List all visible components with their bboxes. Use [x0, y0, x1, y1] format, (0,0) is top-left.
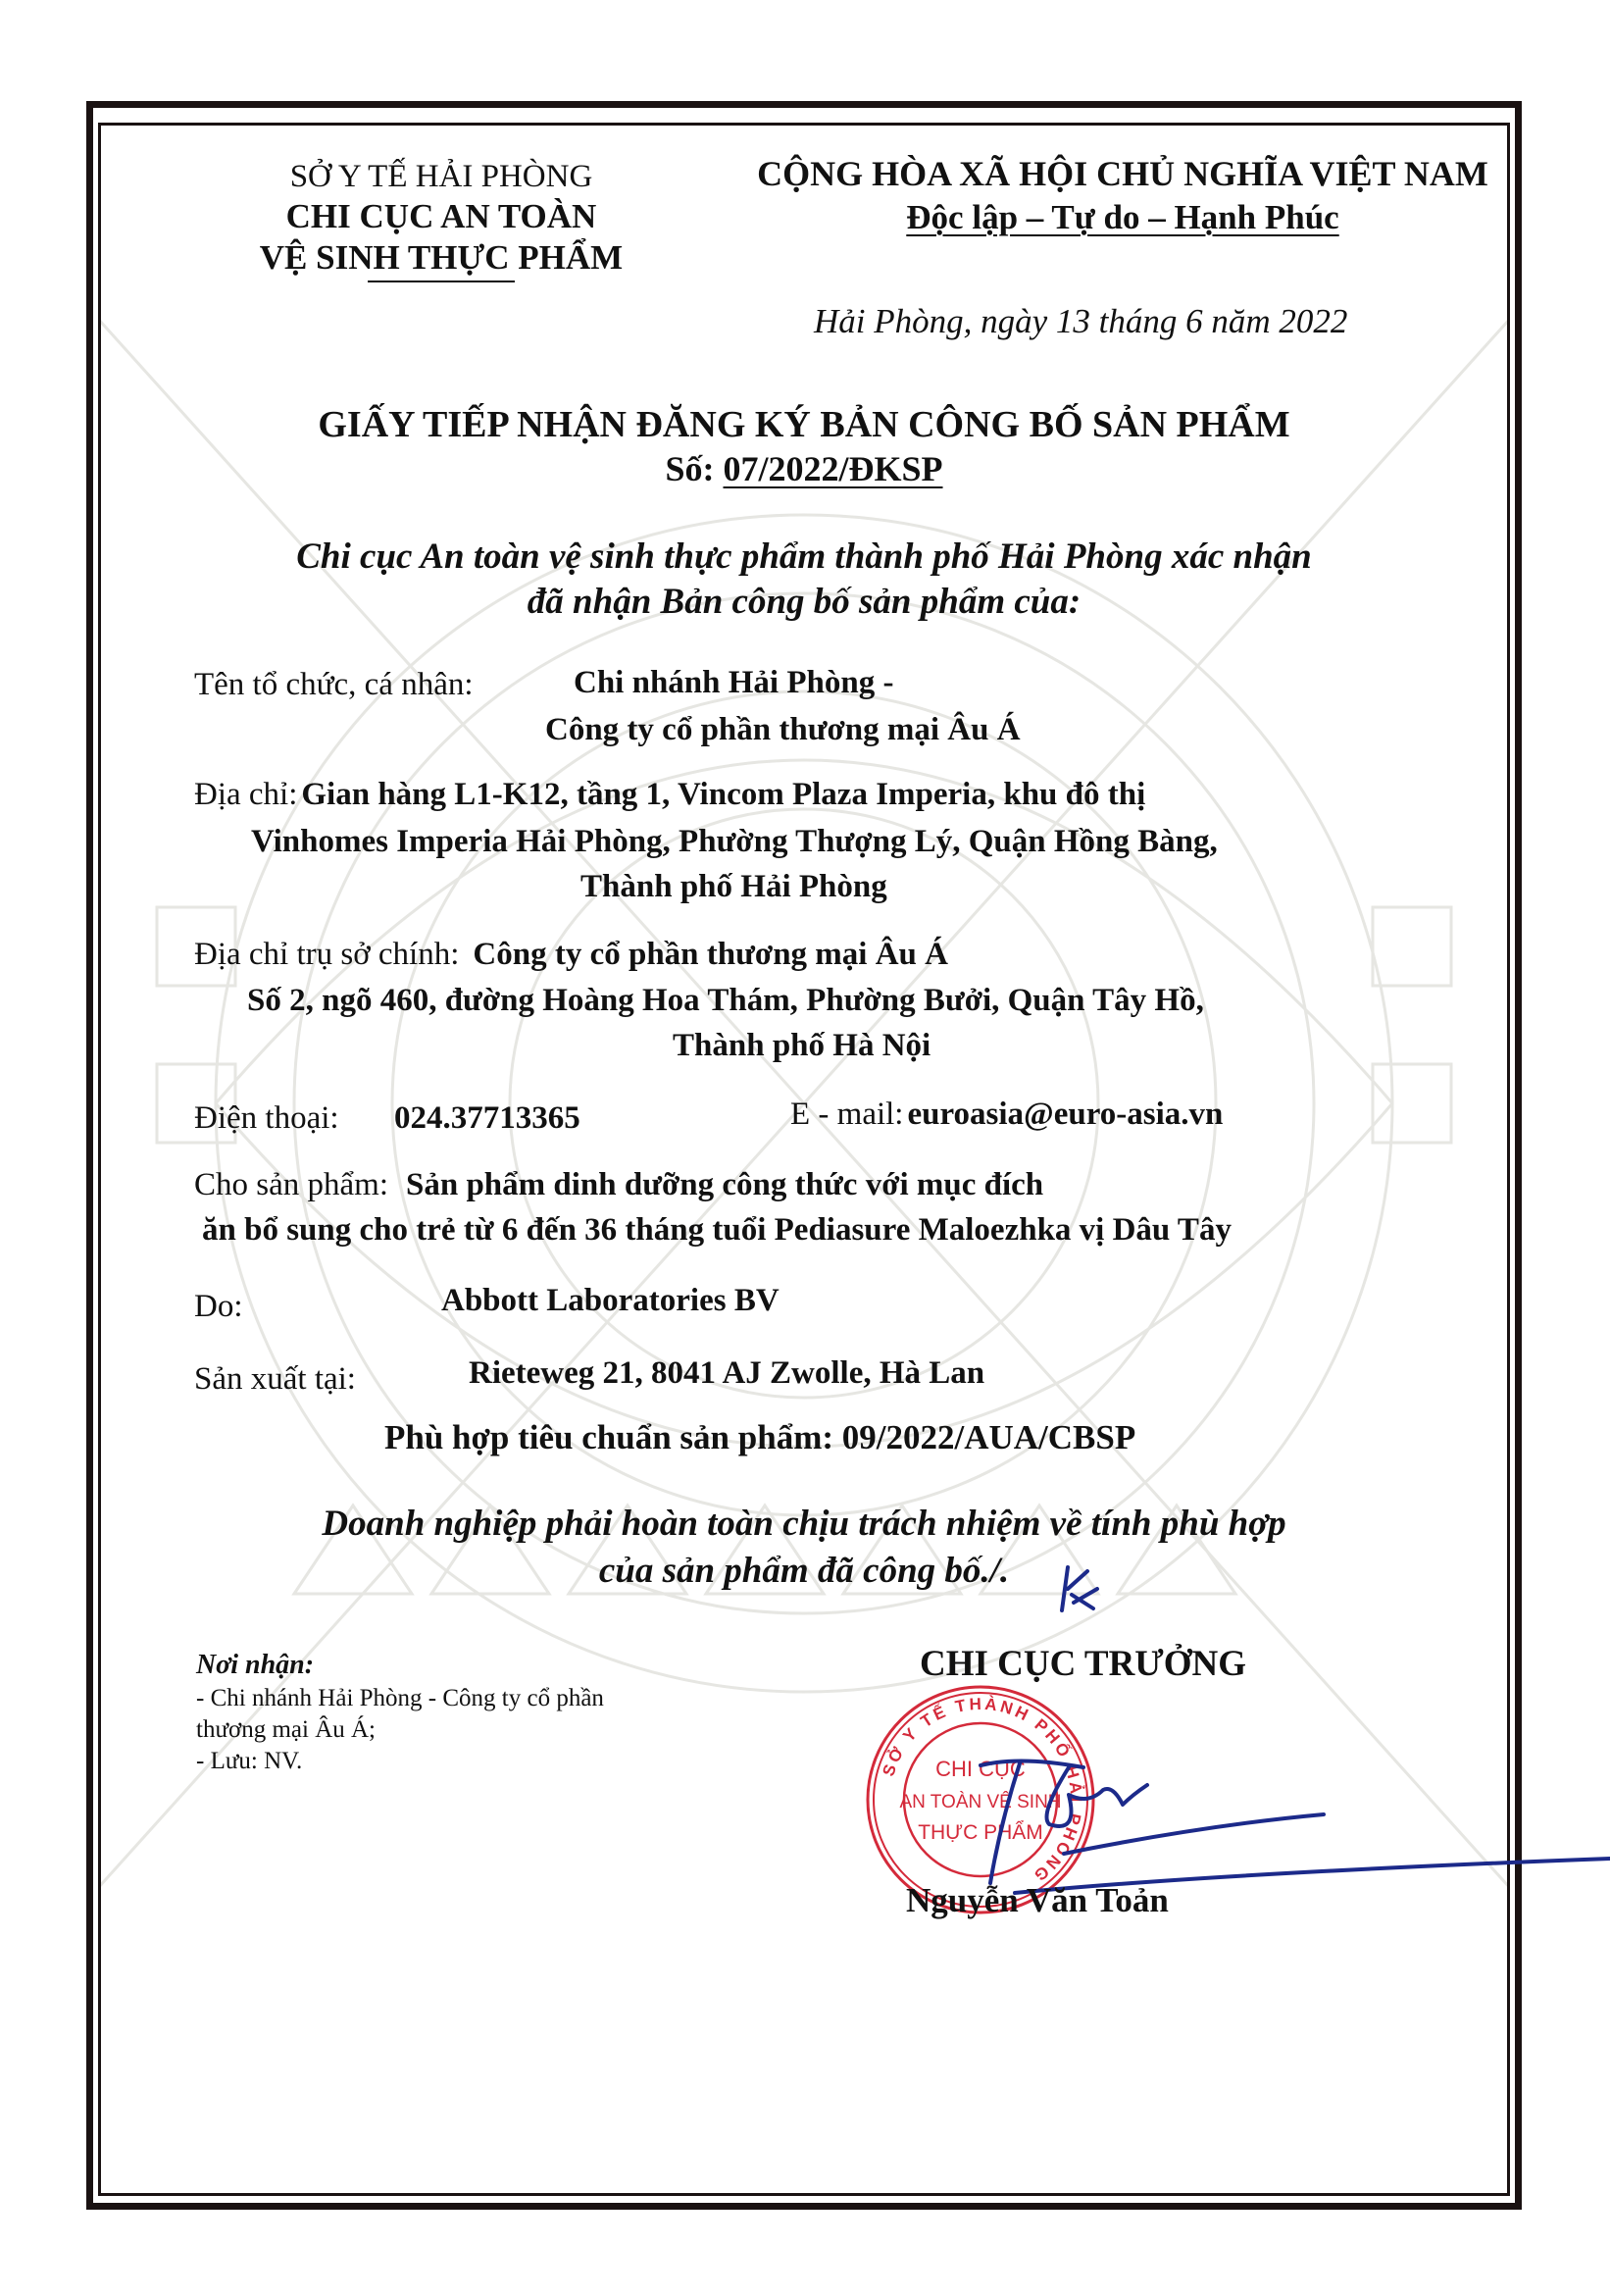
intro-line1: Chi cục An toàn vệ sinh thực phẩm thành phố Hải Phòng xác nhận: [296, 536, 1312, 577]
notice-line1: Doanh nghiệp phải hoàn toàn chịu trách nhiệm về tính phù hợp: [322, 1504, 1286, 1544]
agency-name-line2: VỆ SINH THỰC PHẨM: [259, 238, 624, 277]
email-row: [790, 1097, 1223, 1133]
recipient-item: - Lưu: NV.: [196, 1748, 303, 1774]
product-label: Cho sản phẩm:: [194, 1167, 388, 1202]
email-label: E - mail:: [790, 1097, 904, 1132]
handwritten-signature: [922, 1707, 1610, 1903]
document-title: [98, 402, 1510, 490]
address-value-line2: Vinhomes Imperia Hải Phòng, Phường Thượng Lý, Quận Hồng Bàng,: [251, 824, 1218, 859]
agency-underline: [368, 281, 515, 282]
recipients-heading: Nơi nhận:: [196, 1650, 315, 1680]
document-number: [98, 447, 1510, 490]
head-office-row: [194, 937, 948, 973]
address-row: [194, 777, 1145, 813]
head-office-label: Địa chỉ trụ sở chính:: [194, 937, 460, 972]
number-label: Số:: [665, 449, 724, 488]
organization-label: Tên tổ chức, cá nhân:: [194, 667, 474, 702]
phone-value: 024.37713365: [394, 1100, 580, 1136]
product-row: [194, 1167, 1043, 1203]
issue-date: Hải Phòng, ngày 13 tháng 6 năm 2022: [814, 302, 1348, 340]
by-value: Abbott Laboratories BV: [441, 1283, 780, 1318]
product-standard: Phù hợp tiêu chuẩn sản phẩm: 09/2022/AUA/CBSP: [384, 1418, 1136, 1456]
organization-value-line2: Công ty cổ phần thương mại Âu Á: [545, 712, 1021, 747]
by-label: Do:: [194, 1289, 243, 1324]
notice-line2: của sản phẩm đã công bố./.: [598, 1551, 1010, 1591]
head-office-value-line2: Số 2, ngõ 460, đường Hoàng Hoa Thám, Phường Bưởi, Quận Tây Hồ,: [247, 983, 1204, 1018]
signer-name: Nguyễn Văn Toản: [906, 1881, 1169, 1919]
head-office-value-line1: Công ty cổ phần thương mại Âu Á: [473, 937, 948, 972]
address-label: Địa chỉ:: [194, 777, 298, 812]
product-value-line2: ăn bổ sung cho trẻ từ 6 đến 36 tháng tuổi Pediasure Maloezhka vị Dâu Tây: [202, 1212, 1232, 1248]
issuing-agency: [245, 157, 637, 282]
phone-label: Điện thoại:: [194, 1100, 339, 1136]
recipient-item: thương mại Âu Á;: [196, 1716, 377, 1743]
country-name: CỘNG HÒA XÃ HỘI CHỦ NGHĨA VIỆT NAM: [757, 154, 1488, 193]
seal-line3: THỰC PHẨM: [918, 1821, 1043, 1844]
intro-statement: [98, 535, 1510, 625]
number-value: 07/2022/ĐKSP: [723, 449, 943, 488]
recipients-block: [196, 1648, 604, 1777]
title-main: GIẤY TIẾP NHẬN ĐĂNG KÝ BẢN CÔNG BỐ SẢN PHẨM: [318, 404, 1290, 445]
recipient-item: - Chi nhánh Hải Phòng - Công ty cổ phần: [196, 1685, 604, 1711]
address-value-line1: Gian hàng L1-K12, tầng 1, Vincom Plaza Imperia, khu đô thị: [301, 777, 1146, 812]
product-value-line1: Sản phẩm dinh dưỡng công thức với mục đích: [405, 1167, 1044, 1202]
made-in-value: Rieteweg 21, 8041 AJ Zwolle, Hà Lan: [469, 1355, 985, 1391]
seal-line2: AN TOÀN VỆ SINH: [899, 1792, 1062, 1812]
responsibility-notice: [98, 1501, 1510, 1595]
email-value: euroasia@euro-asia.vn: [907, 1097, 1224, 1132]
agency-parent: SỞ Y TẾ HẢI PHÒNG: [289, 159, 593, 194]
handwritten-initial: [1054, 1559, 1103, 1618]
head-office-value-line3: Thành phố Hà Nội: [673, 1028, 931, 1063]
seal-line1: CHI CỤC: [935, 1757, 1026, 1781]
national-header: [740, 152, 1505, 240]
national-motto: Độc lập – Tự do – Hạnh Phúc: [906, 198, 1339, 236]
agency-name-line1: CHI CỤC AN TOÀN: [285, 197, 597, 235]
organization-value-line1: Chi nhánh Hải Phòng -: [574, 665, 894, 700]
signer-title: CHI CỤC TRƯỞNG: [920, 1644, 1247, 1684]
address-value-line3: Thành phố Hải Phòng: [580, 869, 887, 904]
made-in-label: Sản xuất tại:: [194, 1361, 356, 1397]
intro-line2: đã nhận Bản công bố sản phẩm của:: [527, 582, 1082, 622]
seal-outer-text: SỞ Y TẾ THÀNH PHỐ HẢI PHÒNG: [879, 1694, 1086, 1887]
